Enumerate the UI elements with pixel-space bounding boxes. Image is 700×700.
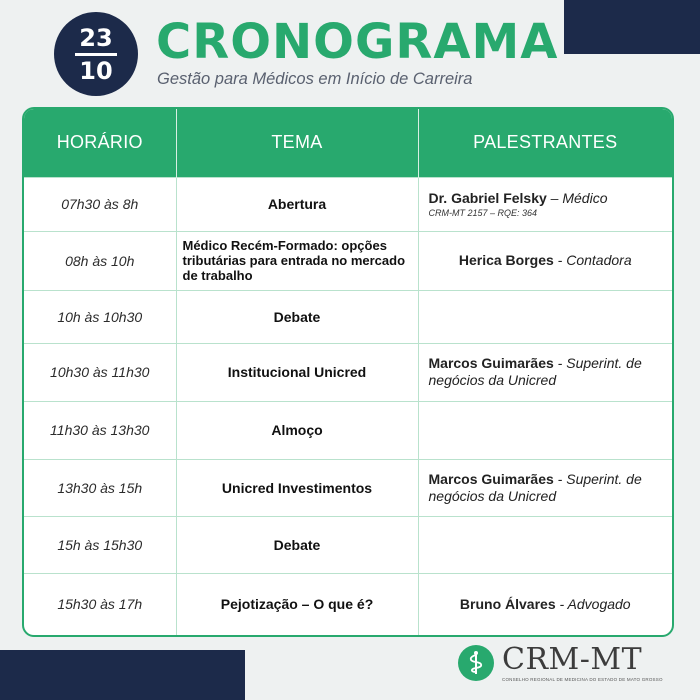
speaker-name: Dr. Gabriel Felsky [428, 189, 547, 206]
logo-text: CRM-MT [502, 642, 643, 677]
row-speaker [418, 290, 672, 343]
table-row [24, 459, 672, 516]
date-day: 23 [79, 23, 113, 52]
row-speaker [418, 401, 672, 459]
date-divider [75, 53, 117, 56]
row-speaker [418, 231, 672, 290]
row-topic: Médico Recém-Formado: opções tributárias para entrada no mercado de trabalho [176, 231, 418, 290]
row-topic: Debate [176, 516, 418, 573]
page-title: CRONOGRAMA [156, 14, 559, 70]
column-header-topic: TEMA [176, 109, 418, 177]
row-time: 15h30 às 17h [24, 573, 176, 635]
row-speaker [418, 459, 672, 516]
page-subtitle: Gestão para Médicos em Início de Carreira [157, 70, 473, 88]
row-topic: Unicred Investimentos [176, 459, 418, 516]
row-time: 11h30 às 13h30 [24, 401, 176, 459]
bottom-left-accent-bar [0, 650, 245, 700]
speaker-role: - Superint. de negócios da Unicred [428, 470, 642, 504]
crm-mt-logo [458, 644, 663, 682]
speaker-role: - Superint. de negócios da Unicred [428, 355, 642, 388]
row-speaker [418, 516, 672, 573]
schedule-table [24, 109, 672, 635]
table-header-row [24, 109, 672, 177]
row-topic: Institucional Unicred [176, 343, 418, 401]
schedule-table-card [22, 107, 674, 637]
column-header-speakers: PALESTRANTES [418, 109, 672, 177]
row-time: 15h às 15h30 [24, 516, 176, 573]
row-topic: Almoço [176, 401, 418, 459]
speaker-role: - Advogado [555, 595, 631, 612]
row-time: 08h às 10h [24, 231, 176, 290]
row-topic: Abertura [176, 177, 418, 231]
speaker-name: Marcos Guimarães [428, 355, 554, 371]
table-row [24, 177, 672, 231]
row-time: 10h às 10h30 [24, 290, 176, 343]
row-speaker [418, 573, 672, 635]
speaker-name: Bruno Álvares [459, 595, 556, 612]
row-speaker [418, 177, 672, 231]
table-row [24, 573, 672, 635]
row-topic: Debate [176, 290, 418, 343]
caduceus-icon [458, 645, 494, 681]
speaker-name: Herica Borges [458, 252, 554, 268]
logo-fine-print: CONSELHO REGIONAL DE MEDICINA DO ESTADO DE MATO GROSSO [502, 677, 663, 682]
date-badge [54, 12, 138, 96]
row-time: 07h30 às 8h [24, 177, 176, 231]
speaker-role: - Contadora [553, 252, 632, 268]
row-time: 10h30 às 11h30 [24, 343, 176, 401]
speaker-name: Marcos Guimarães [428, 470, 554, 487]
table-row [24, 231, 672, 290]
table-row [24, 343, 672, 401]
speaker-credentials: CRM-MT 2157 – RQE: 364 [428, 207, 538, 218]
table-row [24, 401, 672, 459]
column-header-time: HORÁRIO [24, 109, 176, 177]
top-right-accent-bar [564, 0, 700, 54]
row-time: 13h30 às 15h [24, 459, 176, 516]
table-row [24, 516, 672, 573]
row-topic: Pejotização – O que é? [176, 573, 418, 635]
speaker-role: – Médico [546, 189, 608, 206]
row-speaker [418, 343, 672, 401]
table-row [24, 290, 672, 343]
date-month: 10 [79, 56, 113, 85]
